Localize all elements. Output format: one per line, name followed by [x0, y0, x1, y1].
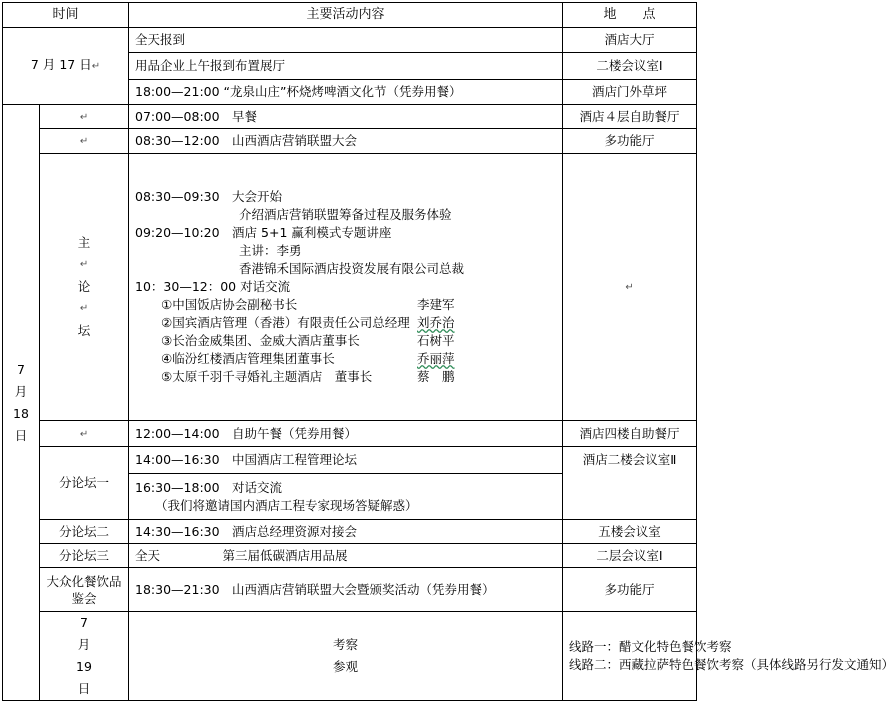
table-row — [3, 612, 697, 701]
speaker-item: ④临汾红楼酒店管理集团董事长 乔丽萍 — [161, 351, 455, 366]
sub-forum-2-label: 分论坛二 — [40, 520, 129, 544]
date-cell-day18: 7 月 18 日 — [3, 105, 40, 701]
activity-cell: 全天报到 — [129, 28, 563, 53]
activity-cell: 12:00—14:00 自助午餐（凭券用餐） — [129, 421, 563, 447]
location-cell: 多功能厅 — [563, 568, 697, 612]
label-cell: ↵ — [40, 105, 129, 129]
location-cell: 二层会议室Ⅰ — [563, 544, 697, 568]
activity-cell: 18:00—21:00 “龙泉山庄”杯烧烤啤酒文化节（凭券用餐） — [129, 80, 563, 105]
activity-cell: 18:30—21:30 山西酒店营销联盟大会暨颁奖活动（凭券用餐） — [129, 568, 563, 612]
forum-line: 09:20—10:20 酒店 5+1 赢利模式专题讲座 — [135, 225, 392, 240]
location-cell: 酒店二楼会议室Ⅱ — [563, 447, 697, 520]
speaker-item: ②国宾酒店管理（香港）有限责任公司总经理 刘乔治 — [161, 315, 455, 330]
activity-cell: 用品企业上午报到布置展厅 — [129, 53, 563, 80]
activity-cell: 全天 第三届低碳酒店用品展 — [129, 544, 563, 568]
location-cell: 多功能厅 — [563, 129, 697, 154]
forum-line: 香港锦禾国际酒店投资发展有限公司总裁 — [239, 261, 465, 276]
table-row — [3, 421, 697, 447]
table-row — [3, 447, 697, 474]
location-cell: 酒店门外草坪 — [563, 80, 697, 105]
table-row — [3, 105, 697, 129]
table-row — [3, 568, 697, 612]
table-row — [3, 129, 697, 154]
main-forum-content — [129, 154, 563, 421]
label-cell: ↵ — [40, 421, 129, 447]
activity-cell: 08:30—12:00 山西酒店营销联盟大会 — [129, 129, 563, 154]
forum-line: 主讲：李勇 — [239, 243, 302, 258]
speaker-item: ③长治金威集团、金威大酒店董事长 石树平 — [161, 333, 455, 348]
forum-line: 介绍酒店营销联盟筹备过程及服务体验 — [239, 207, 452, 222]
table-row — [3, 520, 697, 544]
food-tasting-label: 大众化餐饮品鉴会 — [40, 568, 129, 612]
sub-forum-1-label: 分论坛一 — [40, 447, 129, 520]
location-cell: 二楼会议室Ⅰ — [563, 53, 697, 80]
speaker-list — [135, 296, 556, 386]
header-location: 地 点 — [563, 3, 697, 28]
location-cell: 酒店四楼自助餐厅 — [563, 421, 697, 447]
table-row — [3, 28, 697, 53]
location-cell: 酒店大厅 — [563, 28, 697, 53]
label-cell: ↵ — [40, 129, 129, 154]
forum-line: 08:30—09:30 大会开始 — [135, 189, 283, 204]
header-content: 主要活动内容 — [129, 3, 563, 28]
forum-line: 10：30—12：00 对话交流 — [135, 279, 291, 294]
activity-cell: 14:00—16:30 中国酒店工程管理论坛 — [129, 447, 563, 474]
sub-forum-3-label: 分论坛三 — [40, 544, 129, 568]
activity-cell: 16:30—18:00 对话交流 （我们将邀请国内酒店工程专家现场答疑解惑） — [129, 474, 563, 520]
speaker-item: ⑤太原千羽千寻婚礼主题酒店 董事长 蔡 鹏 — [161, 369, 455, 384]
date-cell-day19: 7 月 19 日 — [40, 612, 129, 701]
date-cell-day17: 7 月 17 日↵ — [3, 28, 129, 105]
location-cell: 酒店４层自助餐厅 — [563, 105, 697, 129]
activity-cell: 14:30—16:30 酒店总经理资源对接会 — [129, 520, 563, 544]
schedule-table — [2, 2, 894, 701]
speaker-item: ①中国饭店协会副秘书长 李建军 — [161, 297, 455, 312]
inspection-label: 考察 参观 — [129, 612, 563, 701]
header-time: 时间 — [3, 3, 129, 28]
location-cell: 五楼会议室 — [563, 520, 697, 544]
header-row — [3, 3, 697, 28]
table-row — [3, 544, 697, 568]
activity-cell: 07:00—08:00 早餐 — [129, 105, 563, 129]
table-row-main-forum — [3, 154, 697, 421]
activity-cell: 线路一：醋文化特色餐饮考察 线路二：西藏拉萨特色餐饮考察（具体线路另行发文通知） — [563, 612, 697, 701]
location-cell: ↵ — [563, 154, 697, 421]
main-forum-label: 主 ↵ 论 ↵ 坛 — [40, 154, 129, 421]
